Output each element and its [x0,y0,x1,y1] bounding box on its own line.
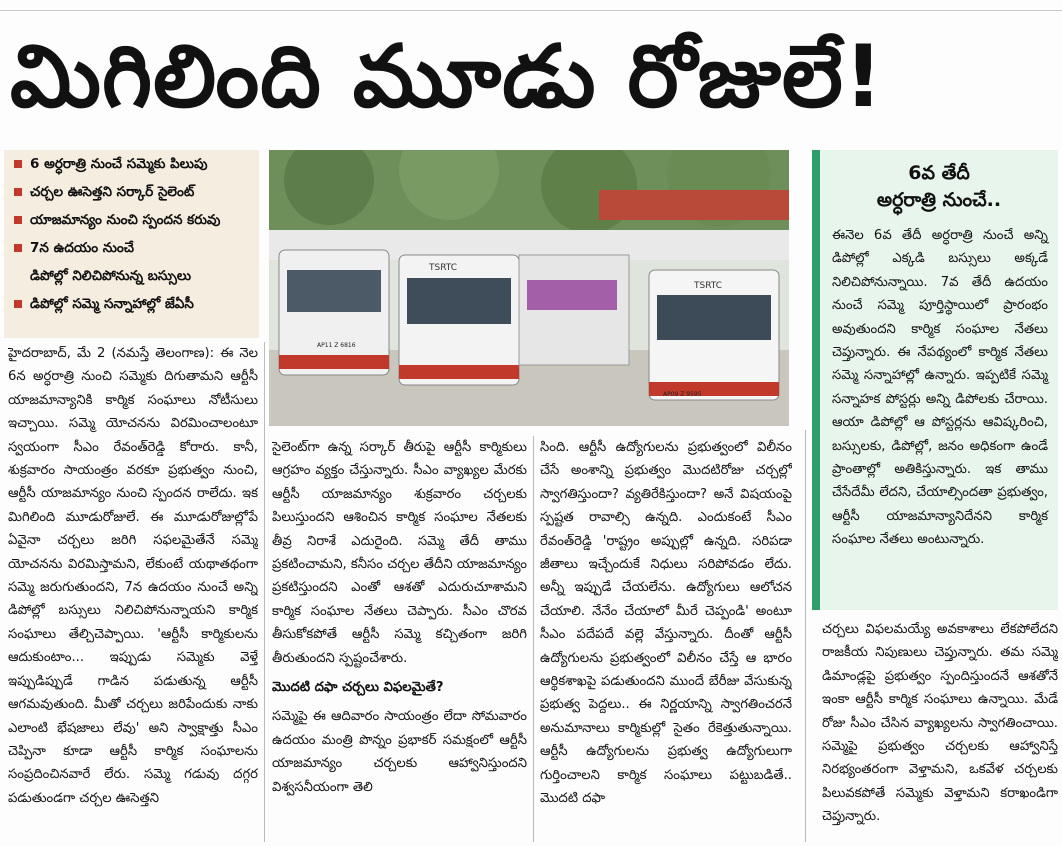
bus-depot-illustration [269,150,789,426]
column-divider [264,342,265,842]
article-paragraph: సమ్మెపై ఈ ఆదివారం సాయంత్రం లేదా సోమవారం ఉదయం మంత్రి పొన్నం ప్రభాకర్ సమక్షంలో ఆర్టీసీ యాజమాన్యం చర్చలకు ఆహ్వానిస్తుందని విశ్వసనీయంగా తెలి [272,709,527,795]
bullet-square-icon [14,216,22,224]
sidebar-box [812,150,1058,610]
subheading: మొదటి దఫా చర్చలు విఫలమైతే? [272,680,444,696]
bullet-square-icon [14,244,22,252]
highlight-item-continued: డిపోల్లో నిలిచిపోనున్న బస్సులు [30,268,192,284]
photo-bus-label: TSRTC [694,281,723,291]
article-column-3 [540,436,792,842]
highlight-item: చర్చల ఊసెత్తని సర్కార్ సైలెంట్ [4,178,259,206]
highlight-item: యాజమాన్యం నుంచి స్పందన కరువు [4,206,259,234]
column-divider [533,436,534,842]
highlight-item: 6 అర్ధరాత్రి నుంచే సమ్మెకు పిలుపు [4,150,259,178]
article-column-4 [822,618,1058,842]
bus-depot-photo [269,150,789,426]
column-divider [805,430,806,842]
photo-bus-label: TSRTC [429,263,458,273]
bullet-square-icon [14,300,22,308]
sidebar-body: ఈనెల 6వ తేదీ అర్ధరాత్రి నుంచే అన్ని డిపోల్లో ఎక్కడి బస్సులు అక్కడే నిలిచిపోనున్నాయి. 7వ తేదీ ఉదయం నుంచే సమ్మె పూర్తిస్థాయిలో ప్రారంభం అవుతుందని కార్మిక సంఘాల నేతలు చెప్తున్నారు. ఈ నేపథ్యంలో కార్మిక నేతలు సమ్మె సన్నాహాల్లో ఉన్నారు. ఇప్పటికే సమ్మె సన్నాహక పోస్టర్లు అన్ని డిపోలకు చేరాయి. ఆయా డిపోల్లో ఆ పోస్టర్లను ఆవిష్కరించి, బస్సులకు, డిపోల్లో, జనం అధికంగా ఉండే ప్రాంతాల్లో అతికిస్తున్నారు. ఇక తాము చేసేదేమీ లేదని, చేయాల్సిందతా ప్రభుత్వం, ఆర్టీసీ యాజమాన్యానిదేనని కార్మిక సంఘాల నేతలు అంటున్నారు. [832,228,1048,548]
page-headline: మిగిలింది మూడు రోజులే! [10,27,885,127]
photo-plate: AP11 Z 6816 [317,342,356,349]
photo-plate: AP09 Z 9595 [663,391,702,398]
article-paragraph: చర్చలు విఫలమయ్యే అవకాశాలు లేకపోలేదని రాజకీయ నిపుణులు చెప్తున్నారు. తమ సమ్మె డిమాండ్లపై ప్రభుత్వం స్పందిస్తుందనే ఆశతోనే ఇంకా ఆర్టీసీ కార్మిక సంఘాలు ఉన్నాయి. మేడే రోజు సీఎం చేసిన వ్యాఖ్యలను స్వాగతించాయి. సమ్మెపై ప్రభుత్వం చర్చలకు ఆహ్వానిస్తే నిరభ్యంతరంగా వెళ్తామని, ఒకవేళ చర్చలకు పిలువకపోతే సమ్మెకు వెళ్తామని కరాఖండిగా చెప్తున్నారు. [822,622,1058,825]
sidebar-title: 6వ తేదీ అర్ధరాత్రి నుంచే.. [876,162,1002,211]
bullet-square-icon [14,160,22,168]
highlight-item: 7న ఉదయం నుంచే [4,234,259,262]
highlight-item: డిపోల్లో సమ్మె సన్నాహాల్లో జేఏసీ [4,290,259,318]
article-column-1 [8,342,258,842]
top-rule [0,0,1062,11]
highlights-box [4,150,259,338]
article-column-2 [272,436,527,842]
bullet-square-icon [14,188,22,196]
article-paragraph: సైలెంట్‌గా ఉన్న సర్కార్ తీరుపై ఆర్టీసీ కార్మికులు ఆగ్రహం వ్యక్తం చేస్తున్నారు. సీఎం వ్యాఖ్యల మేరకు ఆర్టీసీ యాజమాన్యం శుక్రవారం చర్చలకు పిలుస్తుందని ఆశించిన కార్మిక సంఘాల నేతలకు తీవ్ర నిరాశే ఎదురైంది. సమ్మె తేదీ తాము ప్రకటించామని, కనీసం చర్చల తేదీని యాజమాన్యం ప్రకటిస్తుందని ఎంతో ఆశతో ఎదురుచూశామని కార్మిక సంఘాల నేతలు చెప్పారు. సీఎం చొరవ తీసుకోకపోతే ఆర్టీసీ సమ్మె కచ్చితంగా జరిగి తీరుతుందని స్పష్టంచేశారు. [272,440,527,666]
article-paragraph: హైదరాబాద్, మే 2 (నమస్తే తెలంగాణ): ఈ నెల 6న అర్ధరాత్రి నుంచి సమ్మెకు దిగుతామని ఆర్టీసీ యాజమాన్యానికి కార్మిక సంఘాలు నోటీసులు ఇచ్చాయి. సమ్మె యోచనను విరమించాలంటూ స్వయంగా సీఎం రేవంత్‌రెడ్డి కోరారు. కానీ, శుక్రవారం సాయంత్రం వరకూ ప్రభుత్వం నుంచి, ఆర్టీసీ యాజమాన్యం నుంచి స్పందన రాలేదు. ఇక మిగిలింది మూడురోజులే. ఈ మూడురోజుల్లోపే ఏవైనా చర్చలు జరిగి సఫలమైతేనే సమ్మె యోచనను విరమిస్తామని, లేకుంటే యథాతథంగా సమ్మె జరుగుతుందని, 7న ఉదయం నుంచే అన్ని డిపోల్లో బస్సులు నిలిచిపోనున్నాయని కార్మిక సంఘాలు తేల్చిచెప్పాయి. 'ఆర్టీసీ కార్మికులను ఆదుకుంటాం... ఇప్పుడు సమ్మెకు వెళ్తే ఇప్పుడిప్పుడే గాడిన పడుతున్న ఆర్టీసీ ఆగమవుతుంది. మీతో చర్చలు జరిపేందుకు నాకు ఎలాంటి భేషజాలు లేవు' అని స్వాక్షాత్తు సీఎం చెప్పినా కూడా ఆర్టీసీ కార్మిక సంఘాలను సంప్రదించినవారే లేరు. సమ్మె గడువు దగ్గర పడుతుండగా చర్చల ఊసెత్తని [8,346,258,806]
article-paragraph: సింది. ఆర్టీసీ ఉద్యోగులను ప్రభుత్వంలో విలీనం చేసే అంశాన్ని ప్రభుత్వం మొదటిరోజు చర్చల్లో స్వాగతిస్తుందా? వ్యతిరేకిస్తుందా? అనే విషయంపై స్పష్టత రావాల్సి ఉన్నది. ఎందుకంటే సీఎం రేవంత్‌రెడ్డి 'రాష్ట్రం అప్పుల్లో ఉన్నది. సరిపడా జీతాలు ఇచ్చేందుకే నిధులు సరిపోవడం లేదు. అన్నీ ఇప్పుడే చేయలేను. ఉద్యోగులు ఆలోచన చేయాలి. నేనేం చేయాలో మీరే చెప్పండి' అంటూ సీఎం పదేపదే వల్లె వేస్తున్నారు. దీంతో ఆర్టీసీ ఉద్యోగులను ప్రభుత్వంలో విలీనం చేస్తే ఆ భారం ఆర్థికశాఖపై పడుతుందని ముందే బేరీజు వేసుకున్న ప్రభుత్వ పెద్దలు.. ఈ నిర్ణయాన్ని స్వాగతించరనే అనుమానాలు కార్మికుల్లో సైతం రేకెత్తుతున్నాయి. ఆర్టీసీ ఉద్యోగులను ప్రభుత్వ ఉద్యోగులుగా గుర్తించాలని కార్మిక సంఘాలు పట్టుబడితే.. మొదటి దఫా [540,440,792,807]
